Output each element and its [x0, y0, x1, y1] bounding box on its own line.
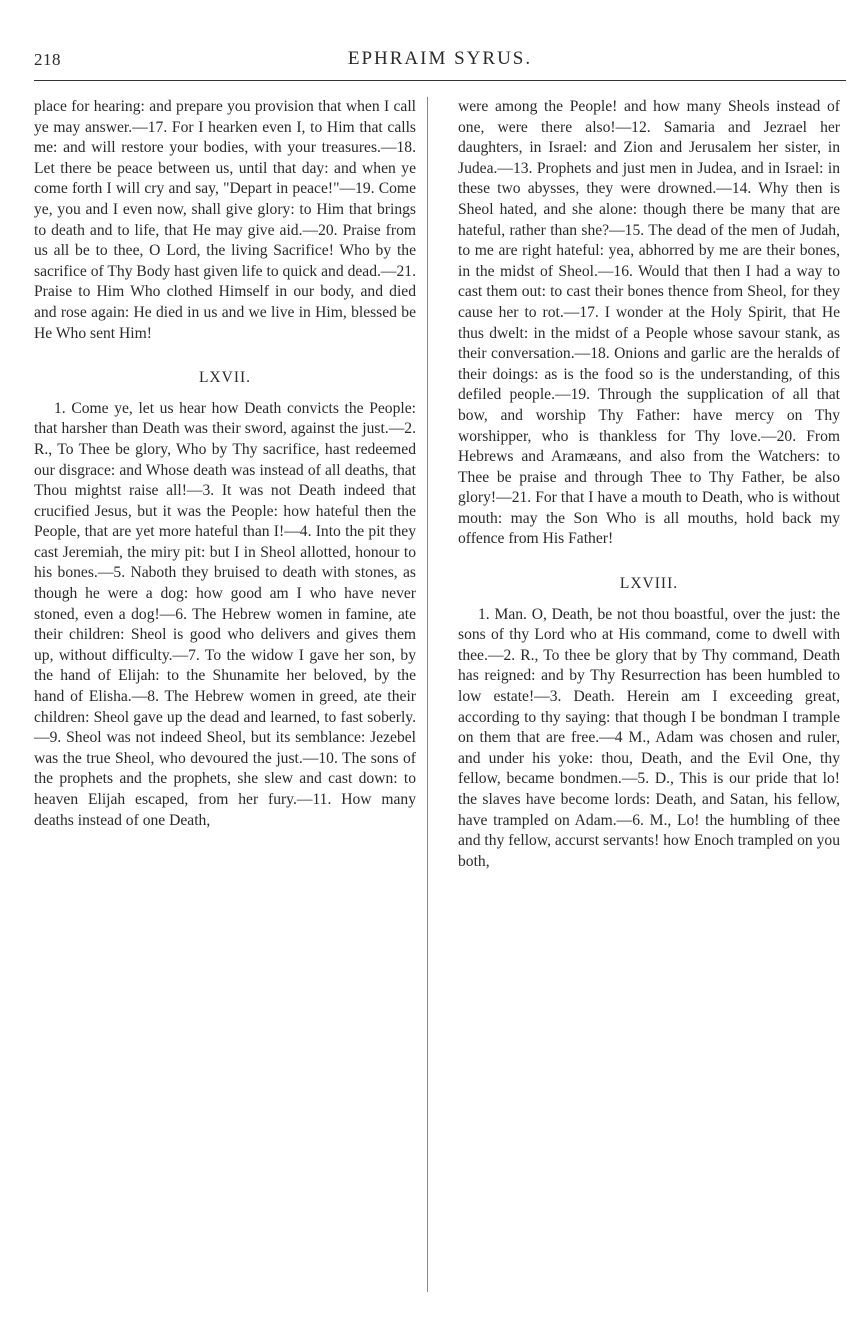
right-paragraph-continuation: were among the People! and how many Sheols instead of one, were there also!—12. Samaria and Jezrael her daughters, in Israel: and Zion and Jerusalem her sister, in Judea.—13. Prophets and just men in Judea, and in Israel: in these two abysses, they were drowned.—14. Why then is Sheol hated, and she alone: though there be many that are hateful, rather than she?—15. The dead of the men of Judah, to me are right hateful: yea, abhorred by me are their bones, in the midst of Sheol.—16. Would that then I had a way to cast them out: to cast their bones thence from Sheol, for they cause her to rot.—17. I wonder at the Holy Spirit, that He thus dwelt: in the midst of a People whose savour stank, as their conversation.—18. Onions and garlic are the heralds of their doings: as is the food so is the understanding, of this defiled people.—19. Through the supplication of all that bow, and worship Thy Father: have mercy on Thy worshipper, who is thankless for Thy love.—20. From Hebrews and Aramæans, and also from the Watchers: to Thee be praise and through Thee to Thy Father, be also glory!—21. For that I have a mouth to Death, who is without mouth: may the Son Who is all mouths, hold back my offence from His Father! [458, 98, 840, 548]
right-column [458, 97, 840, 872]
left-paragraph-continuation: place for hearing: and prepare you provision that when I call ye may answer.—17. For I hearken even I, to Him that calls me: and will restore your bodies, with your treasures.—18. Let there be peace between us, until that day: and when ye come forth I will cry and say, "Depart in peace!"—19. Come ye, you and I even now, shall give glory: to Him that brings to death and to life, that He may give aid.—20. Praise from us all be to thee, O Lord, the living Sacrifice! Who by the sacrifice of Thy Body hast given life to quick and dead.—21. Praise to Him Who clothed Himself in our body, and died and rose again: He died in us and we live in Him, blessed be He Who sent Him! [34, 98, 416, 342]
header-rule [34, 80, 846, 81]
section-heading-lxviii: LXVIII. [619, 575, 679, 593]
column-divider [427, 97, 428, 1292]
right-paragraph-lxviii: 1. Man. O, Death, be not thou boastful, over the just: the sons of thy Lord who at His command, come to dwell with thee.—2. R., To thee be glory that by Thy command, Death has reigned: and by Thy Resurrection has been humbled to low estate!—3. Death. Herein am I exceeding great, according to thy saying: that though I be bondman I trample on them that are free.—4 M., Adam was chosen and ruler, and under his yoke: thou, Death, and the Evil One, thy fellow, became bondmen.—5. D., This is our pride that lo! the slaves have become lords: Death, and Satan, his fellow, have trampled on Adam.—6. M., Lo! the humbling of thee and thy fellow, accurst servants! how Enoch trampled on you both, [458, 605, 840, 870]
left-paragraph-lxvii: 1. Come ye, let us hear how Death convicts the People: that harsher than Death was their sword, against the just.—2. R., To Thee be glory, Who by Thy sacrifice, hast redeemed our disgrace: and Whose death was instead of all deaths, that Thou mightst raise all!—3. It was not Death indeed that crucified Jesus, but it was the People: how hateful then the People, that are yet more hateful than I!—4. Into the pit they cast Jeremiah, the miry pit: but I in Sheol allotted, honour to his bones.—5. Naboth they bruised to death with stones, as though he were a dog: how good am I who have never stoned, even a dog!—6. The Hebrew women in famine, ate their children: Sheol is good who delivers and gives them up, without difficulty.—7. To the widow I gave her son, by the hand of Elijah: to the Shunamite her beloved, by the hand of Elisha.—8. The Hebrew women in greed, ate their children: Sheol gave up the dead and learned, to fast soberly.—9. Sheol was not indeed Sheol, but its semblance: Jezebel was the true Sheol, who devoured the just.—10. The sons of the prophets and the prophets, she slew and cast down: to heaven Elijah escaped, from her fury.—11. How many deaths instead of one Death, [34, 399, 416, 829]
section-heading-lxvii: LXVII. [198, 369, 252, 387]
left-column [34, 97, 416, 831]
page-header [34, 0, 846, 80]
page-number: 218 [34, 50, 61, 69]
running-head: EPHRAIM SYRUS. [347, 48, 533, 69]
